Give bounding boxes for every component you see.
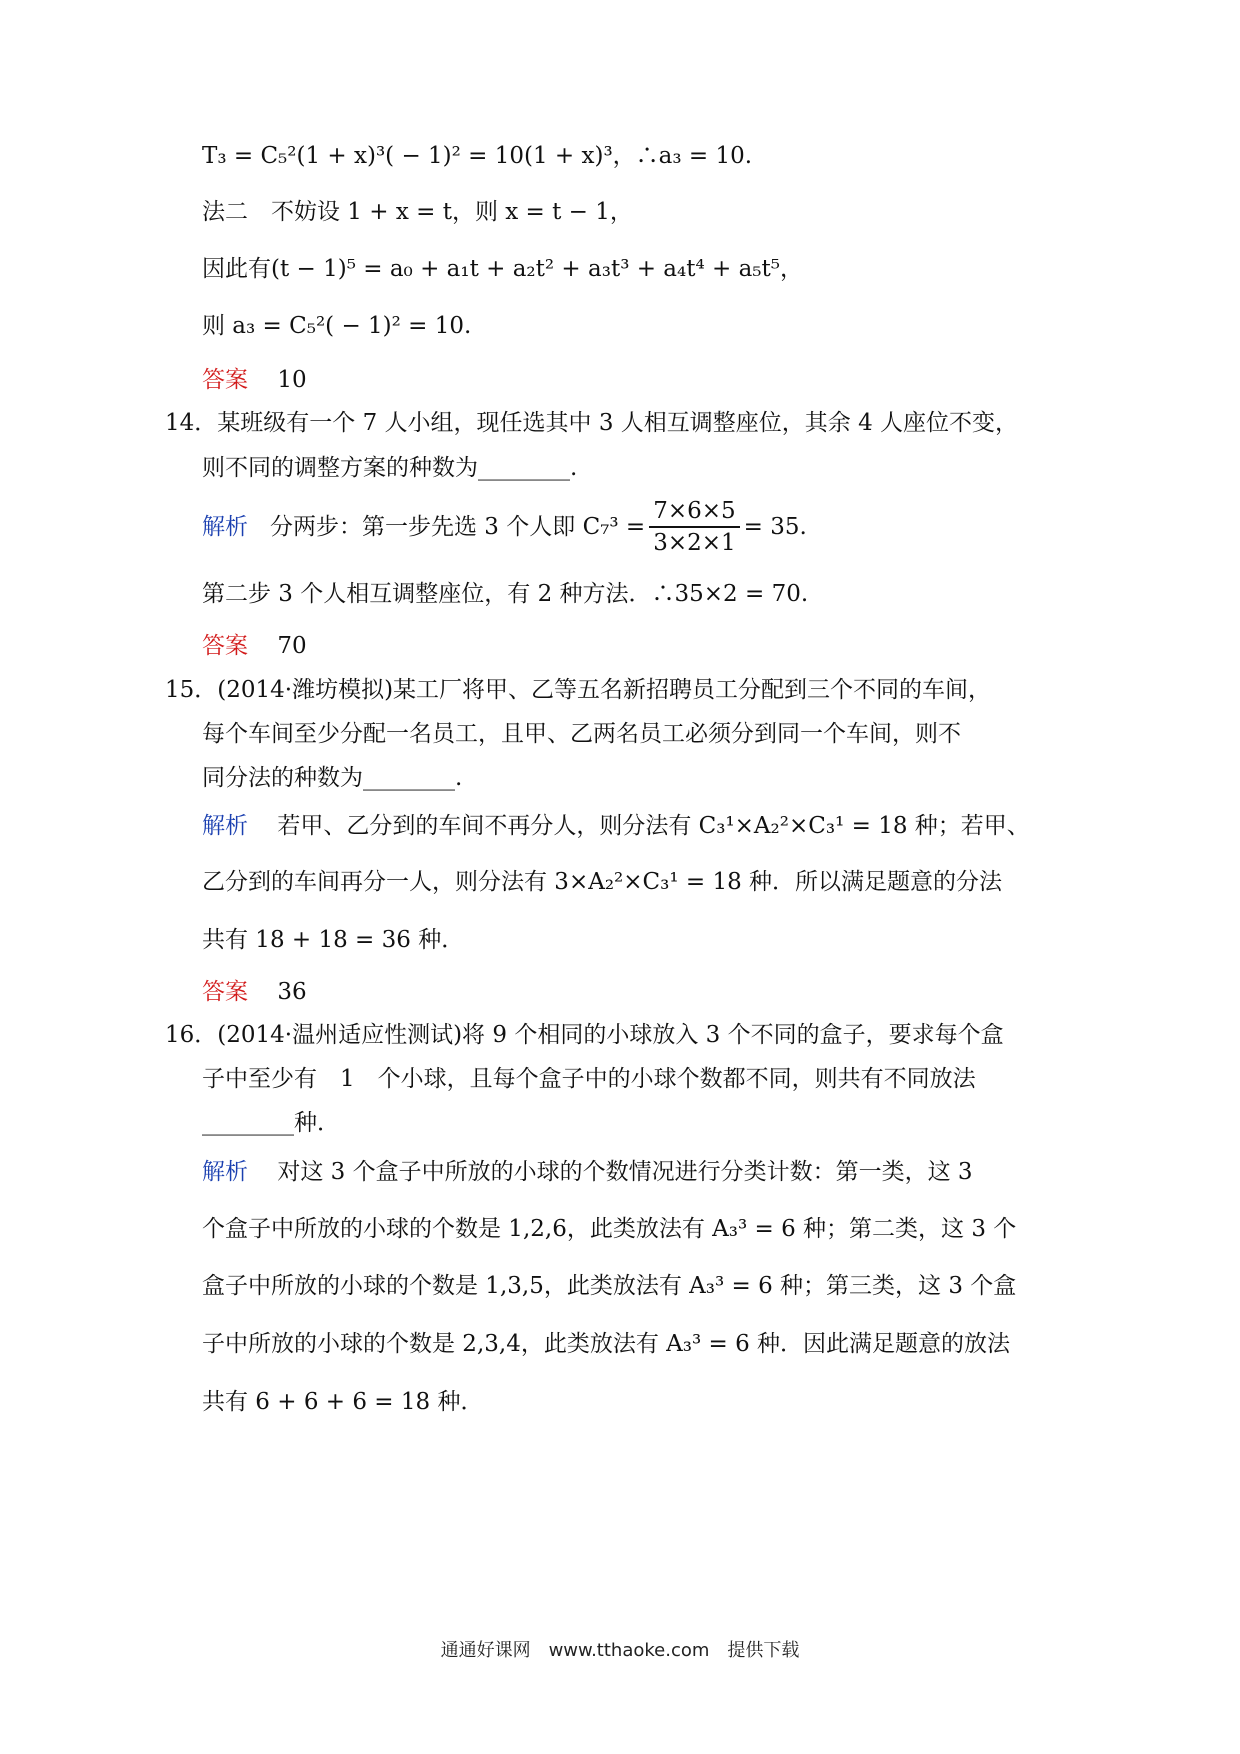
analysis-text: = 35. (743, 514, 807, 540)
analysis-row (202, 496, 807, 558)
analysis-text: 分两步：第一步先选 3 个人即 C₇³ = (270, 514, 646, 540)
question-15-cont: 同分法的种数为________. (202, 765, 463, 791)
fraction-denominator: 3×2×1 (653, 530, 736, 556)
analysis-line: 第二步 3 个人相互调整座位，有 2 种方法．∴35×2 = 70. (202, 581, 809, 607)
question-14: 14．某班级有一个 7 人小组，现任选其中 3 人相互调整座位，其余 4 人座位不变， (165, 410, 1019, 436)
analysis-line: 个盒子中所放的小球的个数是 1,2,6，此类放法有 A₃³ = 6 种；第二类，这 3 个 (202, 1216, 1017, 1242)
answer-value: 10 (277, 367, 307, 393)
analysis-label: 解析 (202, 514, 248, 540)
question-16-cont: ________种． (202, 1110, 340, 1136)
answer-label: 答案 (202, 367, 248, 393)
question-16: 16．(2014·温州适应性测试)将 9 个相同的小球放入 3 个不同的盒子，要求每个盒 (165, 1022, 1004, 1048)
question-15-cont: 每个车间至少分配一名员工，且甲、乙两名员工必须分到同一个车间，则不 (202, 721, 961, 747)
fraction (649, 496, 739, 558)
answer-label: 答案 (202, 979, 248, 1005)
analysis-text: 若甲、乙分到的车间不再分人，则分法有 C₃¹×A₂²×C₃¹ = 18 种；若甲、 (277, 813, 1030, 839)
answer-row (202, 630, 307, 662)
analysis-row (202, 810, 1030, 842)
answer-label: 答案 (202, 633, 248, 659)
analysis-label: 解析 (202, 813, 248, 839)
page-footer: 通通好课网 www.tthaoke.com 提供下载 (440, 1640, 800, 1661)
analysis-row (202, 1156, 973, 1188)
answer-row (202, 364, 307, 396)
analysis-line: 盒子中所放的小球的个数是 1,3,5，此类放法有 A₃³ = 6 种；第三类，这 3 个盒 (202, 1273, 1017, 1299)
solution-line: T₃ = C₅²(1 + x)³( − 1)² = 10(1 + x)³，∴a₃ = 10. (202, 143, 753, 169)
question-15: 15．(2014·潍坊模拟)某工厂将甲、乙等五名新招聘员工分配到三个不同的车间， (165, 677, 992, 703)
analysis-line: 子中所放的小球的个数是 2,3,4，此类放法有 A₃³ = 6 种．因此满足题意的放法 (202, 1331, 1011, 1357)
analysis-line: 乙分到的车间再分一人，则分法有 3×A₂²×C₃¹ = 18 种．所以满足题意的分法 (202, 869, 1003, 895)
analysis-text: 对这 3 个盒子中所放的小球的个数情况进行分类计数：第一类，这 3 (277, 1159, 973, 1185)
answer-value: 36 (277, 979, 307, 1005)
analysis-label: 解析 (202, 1159, 248, 1185)
analysis-line: 共有 18 + 18 = 36 种． (202, 927, 465, 953)
solution-line: 因此有(t − 1)⁵ = a₀ + a₁t + a₂t² + a₃t³ + a₄t⁴ + a₅t⁵， (202, 256, 803, 282)
answer-row (202, 976, 307, 1008)
analysis-line: 共有 6 + 6 + 6 = 18 种． (202, 1389, 484, 1415)
solution-line: 法二 不妨设 1 + x = t，则 x = t − 1， (202, 199, 633, 225)
solution-line: 则 a₃ = C₅²( − 1)² = 10. (202, 313, 472, 339)
fraction-numerator: 7×6×5 (649, 496, 739, 528)
question-16-cont: 子中至少有 1 个小球，且每个盒子中的小球个数都不同，则共有不同放法 (202, 1066, 976, 1092)
question-14-cont: 则不同的调整方案的种数为________. (202, 455, 578, 481)
answer-value: 70 (277, 633, 307, 659)
